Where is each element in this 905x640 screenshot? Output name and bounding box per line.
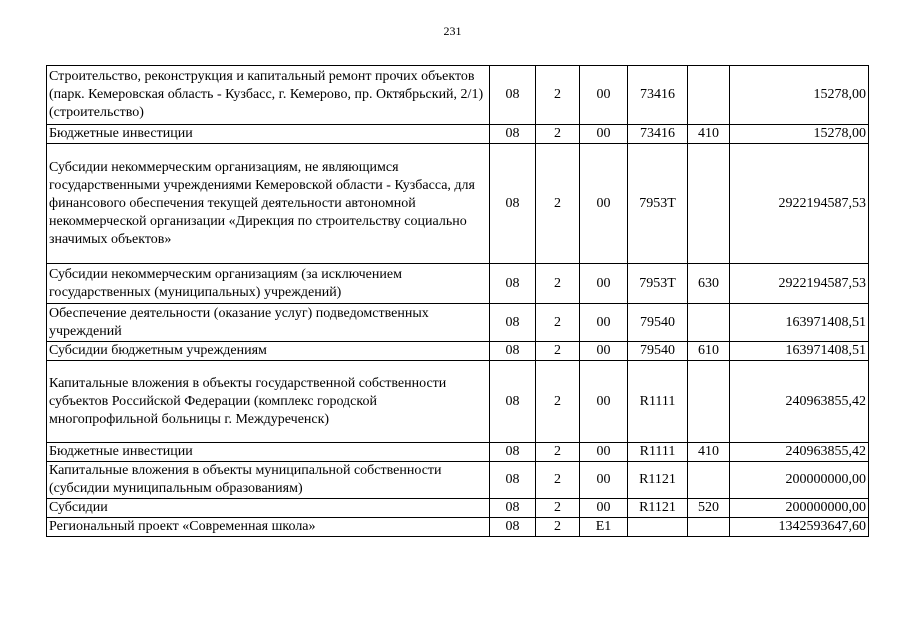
row-subprogram: 00 — [580, 462, 628, 499]
row-expense-type — [688, 361, 730, 443]
row-expense-type: 610 — [688, 342, 730, 361]
row-subprogram: 00 — [580, 443, 628, 462]
row-name: Строительство, реконструкция и капитальный ремонт прочих объектов (парк. Кемеровская область - Кузбасс, г. Кемерово, пр. Октябрьский, 2/1) (строительство) — [47, 66, 490, 125]
row-subprogram: 00 — [580, 361, 628, 443]
row-amount: 200000000,00 — [730, 462, 869, 499]
row-subsection: 2 — [536, 342, 580, 361]
row-expense-type: 520 — [688, 499, 730, 518]
table-row — [47, 518, 869, 537]
row-subsection: 2 — [536, 518, 580, 537]
row-section: 08 — [490, 342, 536, 361]
row-amount: 163971408,51 — [730, 304, 869, 342]
row-amount: 2922194587,53 — [730, 264, 869, 304]
row-expense-type: 630 — [688, 264, 730, 304]
table-row — [47, 443, 869, 462]
row-subsection: 2 — [536, 125, 580, 144]
row-expense-type — [688, 304, 730, 342]
row-target-code: 79540 — [628, 342, 688, 361]
row-subsection: 2 — [536, 66, 580, 125]
row-subprogram: 00 — [580, 304, 628, 342]
row-subsection: 2 — [536, 304, 580, 342]
row-section: 08 — [490, 144, 536, 264]
table-body — [47, 66, 869, 537]
table-row — [47, 304, 869, 342]
row-target-code: R1121 — [628, 499, 688, 518]
row-name: Субсидии бюджетным учреждениям — [47, 342, 490, 361]
row-section: 08 — [490, 361, 536, 443]
row-subsection: 2 — [536, 443, 580, 462]
table-row — [47, 125, 869, 144]
row-name: Бюджетные инвестиции — [47, 125, 490, 144]
row-section: 08 — [490, 443, 536, 462]
table-row — [47, 144, 869, 264]
row-amount: 1342593647,60 — [730, 518, 869, 537]
row-subprogram: 00 — [580, 264, 628, 304]
row-section: 08 — [490, 264, 536, 304]
row-subsection: 2 — [536, 499, 580, 518]
row-target-code: 7953Т — [628, 264, 688, 304]
table-row — [47, 499, 869, 518]
row-target-code: R1121 — [628, 462, 688, 499]
row-subsection: 2 — [536, 264, 580, 304]
row-name: Капитальные вложения в объекты государственной собственности субъектов Российской Федерации (комплекс городской многопрофильной больницы г. Междуреченск) — [47, 361, 490, 443]
row-amount: 15278,00 — [730, 66, 869, 125]
row-expense-type — [688, 144, 730, 264]
table-row — [47, 264, 869, 304]
page-number: 231 — [443, 24, 462, 38]
row-expense-type: 410 — [688, 443, 730, 462]
row-expense-type — [688, 462, 730, 499]
row-section: 08 — [490, 462, 536, 499]
row-amount: 15278,00 — [730, 125, 869, 144]
row-subprogram: 00 — [580, 66, 628, 125]
row-amount: 200000000,00 — [730, 499, 869, 518]
row-subsection: 2 — [536, 361, 580, 443]
row-expense-type — [688, 66, 730, 125]
row-amount: 240963855,42 — [730, 443, 869, 462]
row-amount: 2922194587,53 — [730, 144, 869, 264]
row-expense-type — [688, 518, 730, 537]
row-amount: 240963855,42 — [730, 361, 869, 443]
row-section: 08 — [490, 125, 536, 144]
row-target-code: 73416 — [628, 125, 688, 144]
row-subsection: 2 — [536, 462, 580, 499]
row-target-code: 7953Т — [628, 144, 688, 264]
row-section: 08 — [490, 66, 536, 125]
row-subprogram: E1 — [580, 518, 628, 537]
table-row — [47, 462, 869, 499]
row-subprogram: 00 — [580, 499, 628, 518]
table-row — [47, 361, 869, 443]
budget-table — [46, 65, 869, 537]
row-subprogram: 00 — [580, 125, 628, 144]
row-target-code — [628, 518, 688, 537]
row-target-code: R1111 — [628, 443, 688, 462]
row-subprogram: 00 — [580, 342, 628, 361]
row-amount: 163971408,51 — [730, 342, 869, 361]
row-name: Субсидии некоммерческим организациям (за исключением государственных (муниципальных) учреждений) — [47, 264, 490, 304]
row-section: 08 — [490, 304, 536, 342]
row-section: 08 — [490, 499, 536, 518]
row-target-code: 73416 — [628, 66, 688, 125]
row-name: Капитальные вложения в объекты муниципальной собственности (субсидии муниципальным образованиям) — [47, 462, 490, 499]
row-expense-type: 410 — [688, 125, 730, 144]
table-row — [47, 66, 869, 125]
row-subsection: 2 — [536, 144, 580, 264]
table-row — [47, 342, 869, 361]
row-subprogram: 00 — [580, 144, 628, 264]
row-name: Региональный проект «Современная школа» — [47, 518, 490, 537]
row-name: Обеспечение деятельности (оказание услуг) подведомственных учреждений — [47, 304, 490, 342]
row-target-code: 79540 — [628, 304, 688, 342]
row-name: Субсидии — [47, 499, 490, 518]
row-name: Бюджетные инвестиции — [47, 443, 490, 462]
row-section: 08 — [490, 518, 536, 537]
row-target-code: R1111 — [628, 361, 688, 443]
row-name: Субсидии некоммерческим организациям, не являющимся государственными учреждениями Кемеровской области - Кузбасса, для финансового обеспечения текущей деятельности автономной некоммерческой организации «Дирекция по строительству социально значимых объектов» — [47, 144, 490, 264]
